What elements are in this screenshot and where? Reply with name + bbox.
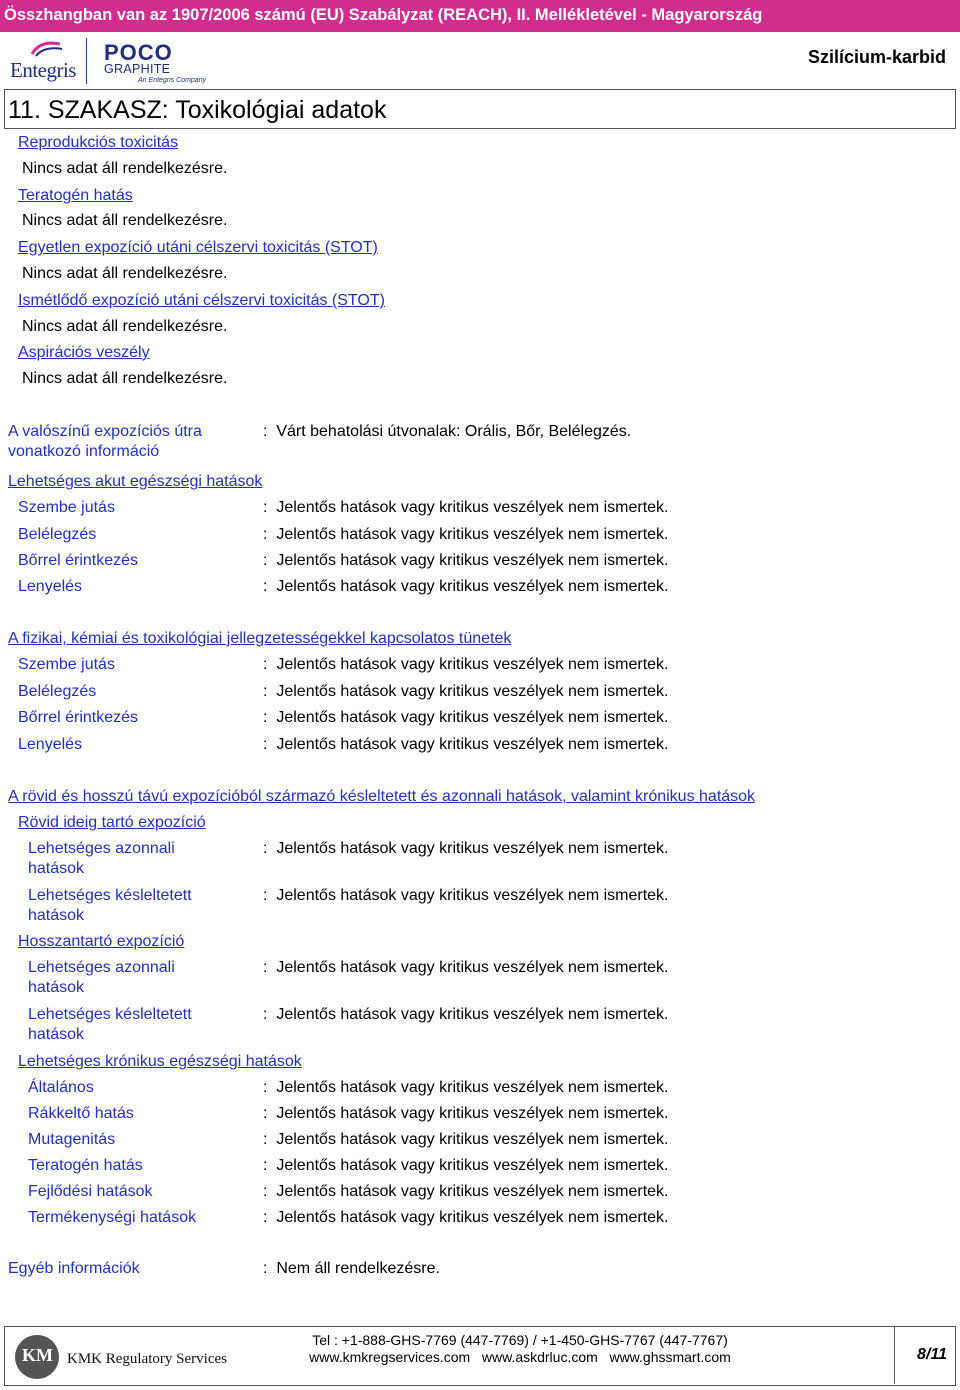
acute-eye-label: Szembe jutás [18, 499, 115, 516]
entegris-swoosh-icon [30, 40, 64, 58]
short-immediate-label-line1: Lehetséges azonnali [28, 840, 175, 857]
logo-subtitle: An Entegris Company [138, 77, 207, 84]
stot-single-heading: Egyetlen expozíció utáni célszervi toxicitás (STOT) [18, 239, 378, 256]
kmk-logo-text: KM [22, 1345, 53, 1365]
other-info-value: : Nem áll rendelkezésre. [263, 1260, 440, 1277]
reproductive-toxicity-text: Nincs adat áll rendelkezésre. [22, 160, 228, 177]
exposure-route-label-line2: vonatkozó információ [8, 443, 160, 460]
acute-inhalation-value: : Jelentős hatások vagy kritikus veszélyek nem ismertek. [263, 526, 669, 543]
symptoms-inhalation-label: Belélegzés [18, 683, 97, 700]
aspiration-hazard-text: Nincs adat áll rendelkezésre. [22, 370, 228, 387]
chronic-teratogenicity-label: Teratogén hatás [28, 1157, 143, 1174]
exposure-route-label-line1: A valószínű expozíciós útra [8, 423, 202, 440]
chronic-mutagenicity-value: : Jelentős hatások vagy kritikus veszélyek nem ismertek. [263, 1131, 669, 1148]
poco-logo-text: POCO [104, 40, 173, 65]
document-footer [4, 1326, 956, 1386]
symptoms-eye-value: : Jelentős hatások vagy kritikus veszélyek nem ismertek. [263, 656, 669, 673]
short-delayed-value: : Jelentős hatások vagy kritikus veszélyek nem ismertek. [263, 887, 669, 904]
short-exposure-heading: Rövid ideig tartó expozíció [18, 814, 206, 831]
chronic-development-label: Fejlődési hatások [28, 1183, 153, 1200]
document-header [0, 32, 960, 88]
long-exposure-heading: Hosszantartó expozíció [18, 933, 185, 950]
reproductive-toxicity-heading: Reprodukciós toxicitás [18, 134, 179, 151]
page-number: 8/11 [917, 1346, 947, 1363]
symptoms-ingestion-label: Lenyelés [18, 736, 83, 753]
symptoms-skin-label: Bőrrel érintkezés [18, 709, 139, 726]
chronic-fertility-label: Termékenységi hatások [28, 1209, 197, 1226]
websites: www.kmkregservices.com www.askdrluc.com www.ghssmart.com [309, 1349, 731, 1365]
long-delayed-label-line1: Lehetséges késleltetett [28, 1006, 192, 1023]
document-top-banner [0, 0, 960, 32]
teratogenicity-text: Nincs adat áll rendelkezésre. [22, 212, 228, 229]
section-title-bar [4, 89, 956, 129]
symptoms-ingestion-value: : Jelentős hatások vagy kritikus veszélyek nem ismertek. [263, 736, 669, 753]
chronic-carcinogenicity-value: : Jelentős hatások vagy kritikus veszélyek nem ismertek. [263, 1105, 669, 1122]
symptoms-heading: A fizikai, kémiai és toxikológiai jellegzetességekkel kapcsolatos tünetek [8, 630, 512, 647]
page-number-box [894, 1327, 955, 1384]
acute-skin-value: : Jelentős hatások vagy kritikus veszélyek nem ismertek. [263, 552, 669, 569]
long-delayed-label-line2: hatások [28, 1026, 85, 1043]
stot-repeated-text: Nincs adat áll rendelkezésre. [22, 318, 228, 335]
kmk-company-name: KMK Regulatory Services [67, 1351, 227, 1367]
poco-graphite-logo [100, 40, 207, 84]
teratogenicity-heading: Teratogén hatás [18, 187, 133, 204]
chronic-development-value: : Jelentős hatások vagy kritikus veszélyek nem ismertek. [263, 1183, 669, 1200]
long-immediate-label-line1: Lehetséges azonnali [28, 959, 175, 976]
symptoms-skin-value: : Jelentős hatások vagy kritikus veszélyek nem ismertek. [263, 709, 669, 726]
acute-effects-heading: Lehetséges akut egészségi hatások [8, 473, 263, 490]
chronic-fertility-value: : Jelentős hatások vagy kritikus veszélyek nem ismertek. [263, 1209, 669, 1226]
stot-single-text: Nincs adat áll rendelkezésre. [22, 265, 228, 282]
chronic-general-label: Általános [28, 1079, 94, 1096]
short-delayed-label-line1: Lehetséges késleltetett [28, 887, 192, 904]
stot-repeated-heading: Ismétlődő expozíció utáni célszervi toxicitás (STOT) [18, 292, 385, 309]
long-immediate-label-line2: hatások [28, 979, 85, 996]
section-title: 11. SZAKASZ: Toxikológiai adatok [8, 96, 387, 124]
short-immediate-value: : Jelentős hatások vagy kritikus veszélyek nem ismertek. [263, 840, 669, 857]
other-info-label: Egyéb információk [8, 1260, 140, 1277]
delayed-effects-heading: A rövid és hosszú távú expozícióból származó késleltetett és azonnali hatások, valamint krónikus hatások [8, 788, 756, 805]
chronic-teratogenicity-value: : Jelentős hatások vagy kritikus veszélyek nem ismertek. [263, 1157, 669, 1174]
acute-ingestion-label: Lenyelés [18, 578, 83, 595]
short-immediate-label-line2: hatások [28, 860, 85, 877]
acute-eye-value: : Jelentős hatások vagy kritikus veszélyek nem ismertek. [263, 499, 669, 516]
exposure-route-value: : Várt behatolási útvonalak: Orális, Bőr, Belélegzés. [263, 423, 632, 440]
aspiration-hazard-heading: Aspirációs veszély [18, 344, 150, 361]
long-immediate-value: : Jelentős hatások vagy kritikus veszélyek nem ismertek. [263, 959, 669, 976]
contact-info [305, 1332, 735, 1366]
kmk-logo [15, 1335, 59, 1379]
chronic-general-value: : Jelentős hatások vagy kritikus veszélyek nem ismertek. [263, 1079, 669, 1096]
phone-numbers: Tel : +1-888-GHS-7769 (447-7769) / +1-450-GHS-7767 (447-7767) [312, 1332, 728, 1348]
graphite-logo-text: GRAPHITE [104, 62, 171, 76]
chronic-effects-heading: Lehetséges krónikus egészségi hatások [18, 1053, 302, 1070]
product-name: Szilícium-karbid [807, 47, 946, 67]
chronic-carcinogenicity-label: Rákkeltő hatás [28, 1105, 134, 1122]
entegris-logo [6, 38, 87, 84]
entegris-logo-text: Entegris [10, 58, 76, 82]
long-delayed-value: : Jelentős hatások vagy kritikus veszélyek nem ismertek. [263, 1006, 669, 1023]
acute-ingestion-value: : Jelentős hatások vagy kritikus veszélyek nem ismertek. [263, 578, 669, 595]
short-delayed-label-line2: hatások [28, 907, 85, 924]
acute-inhalation-label: Belélegzés [18, 526, 97, 543]
chronic-mutagenicity-label: Mutagenitás [28, 1131, 116, 1148]
regulation-title: Összhangban van az 1907/2006 számú (EU) Szabályzat (REACH), II. Mellékletével - Magyarország [4, 6, 763, 24]
symptoms-eye-label: Szembe jutás [18, 656, 115, 673]
acute-skin-label: Bőrrel érintkezés [18, 552, 139, 569]
symptoms-inhalation-value: : Jelentős hatások vagy kritikus veszélyek nem ismertek. [263, 683, 669, 700]
